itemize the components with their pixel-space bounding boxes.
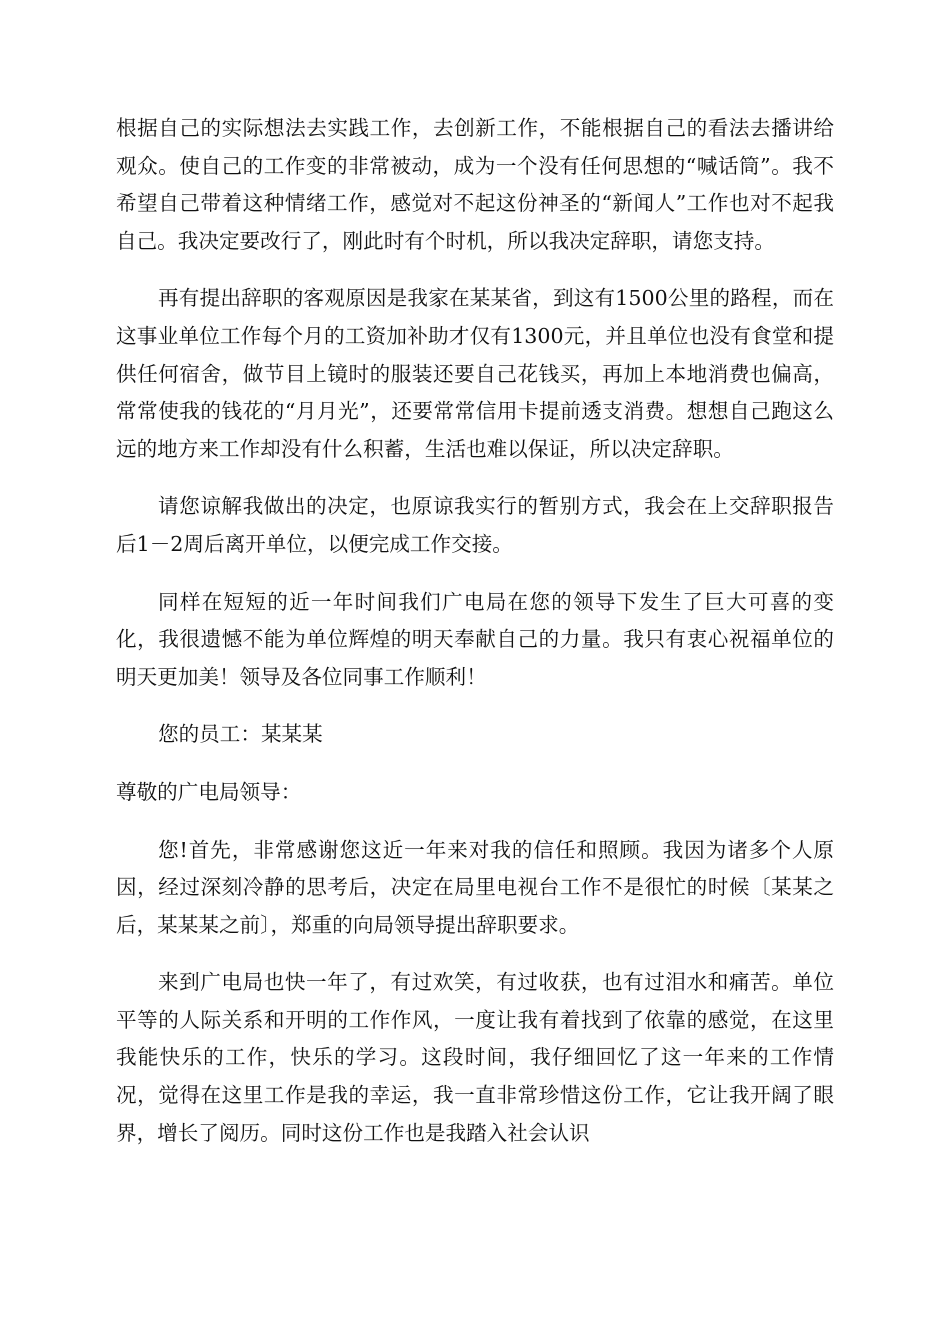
paragraph-blessing: 同样在短短的近一年时间我们广电局在您的领导下发生了巨大可喜的变化，我很遗憾不能为单位辉煌的明天奉献自己的力量。我只有衷心祝福单位的明天更加美！领导及各位同事工作顺利！ (116, 589, 834, 689)
signature-line: 您的员工：某某某 (158, 722, 323, 747)
paragraph-opening: 您!首先，非常感谢您这近一年来对我的信任和照顾。我因为诸多个人原因，经过深刻冷静的思考后，决定在局里电视台工作不是很忙的时候〔某某之后，某某某之前〕，郑重的向局领导提出辞职要求。 (116, 837, 834, 937)
paragraph-objective-reason: 再有提出辞职的客观原因是我家在某某省，到这有1500公里的路程，而在这事业单位工作每个月的工资加补助才仅有1300元，并且单位也没有食堂和提供任何宿舍，做节目上镜时的服装还要自己花钱买，再加上本地消费也偏高，常常使我的钱花的“月月光”，还要常常信用卡提前透支消费。想想自己跑这么远的地方来工作却没有什么积蓄，生活也难以保证，所以决定辞职。 (116, 286, 834, 461)
document-body (116, 110, 834, 1152)
salutation: 尊敬的广电局领导： (116, 779, 302, 804)
paragraph-continuation: 根据自己的实际想法去实践工作，去创新工作，不能根据自己的看法去播讲给观众。使自己的工作变的非常被动，成为一个没有任何思想的“喊话筒”。我不希望自己带着这种情绪工作，感觉对不起这份神圣的“新闻人”工作也对不起我自己。我决定要改行了，刚此时有个时机，所以我决定辞职，请您支持。 (116, 116, 834, 253)
paragraph-reflection: 来到广电局也快一年了，有过欢笑，有过收获，也有过泪水和痛苦。单位平等的人际关系和开明的工作作风，一度让我有着找到了依靠的感觉，在这里我能快乐的工作，快乐的学习。这段时间，我仔细回忆了这一年来的工作情况，觉得在这里工作是我的幸运，我一直非常珍惜这份工作，它让我开阔了眼界，增长了阅历。同时这份工作也是我踏入社会认识 (116, 970, 834, 1145)
paragraph-apology: 请您谅解我做出的决定，也原谅我实行的暂别方式，我会在上交辞职报告后1－2周后离开单位，以便完成工作交接。 (116, 494, 834, 556)
